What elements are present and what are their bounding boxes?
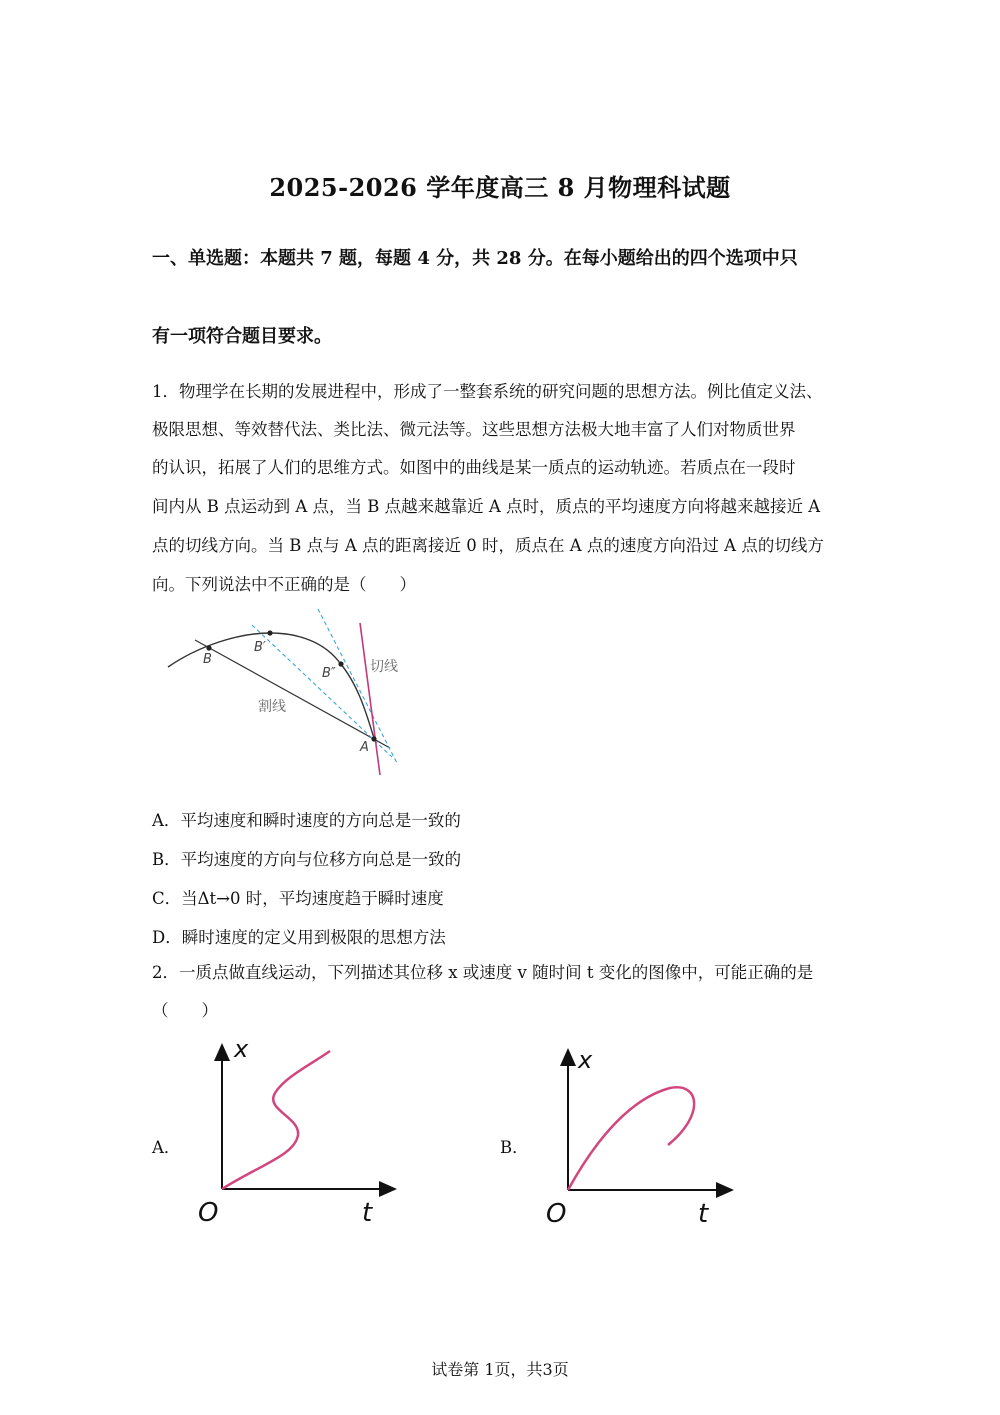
- label-b: B: [203, 652, 212, 667]
- page-title: 2025-2026 学年度高三 8 月物理科试题: [269, 173, 731, 202]
- origin-label: O: [546, 1199, 567, 1229]
- section-heading-line1: 一、单选题：本题共 7 题，每题 4 分，共 28 分。在每小题给出的四个选项中只: [152, 248, 798, 269]
- q2-option-a-label[interactable]: A．: [152, 1138, 181, 1157]
- label-a: A: [360, 740, 369, 755]
- q2-option-b-label[interactable]: B．: [500, 1138, 529, 1157]
- q1-option-c[interactable]: C．当Δt→0 时，平均速度趋于瞬时速度: [152, 889, 444, 908]
- q2-graph-b: [540, 1040, 750, 1235]
- q1-line: 1．物理学在长期的发展进程中，形成了一整套系统的研究问题的思想方法。例比值定义法、: [152, 382, 823, 401]
- q1-trajectory-figure: [160, 605, 410, 780]
- dashed-secant-b2: [318, 609, 398, 765]
- dashed-secant-b1: [252, 625, 392, 757]
- label-secant: 割线: [258, 699, 286, 715]
- label-tangent: 切线: [370, 659, 398, 675]
- q2-line: （ ）: [152, 1001, 218, 1020]
- y-axis-label: x: [578, 1046, 593, 1074]
- q1-line: 向。下列说法中不正确的是（ ）: [152, 575, 416, 594]
- q1-option-d[interactable]: D．瞬时速度的定义用到极限的思想方法: [152, 928, 446, 947]
- q1-option-a[interactable]: A．平均速度和瞬时速度的方向总是一致的: [152, 811, 461, 830]
- q1-line: 间内从 B 点运动到 A 点，当 B 点越来越靠近 A 点时，质点的平均速度方向将越来越接近 A: [152, 497, 821, 516]
- point-b1: [267, 630, 272, 635]
- secant-line: [195, 640, 390, 748]
- label-b2: B″: [322, 666, 336, 681]
- q1-line: 极限思想、等效替代法、类比法、微元法等。这些思想方法极大地丰富了人们对物质世界: [152, 420, 796, 439]
- y-axis-label: x: [234, 1035, 249, 1063]
- q2-line: 2．一质点做直线运动，下列描述其位移 x 或速度 v 随时间 t 变化的图像中，可能正确的是: [152, 963, 814, 982]
- graph-a-curve: [222, 1051, 330, 1189]
- graph-b-curve: [568, 1087, 694, 1190]
- page-footer: 试卷第 1页，共3页: [431, 1360, 569, 1379]
- point-b: [206, 645, 211, 650]
- section-heading-line2: 有一项符合题目要求。: [152, 326, 332, 347]
- x-axis-label: t: [362, 1198, 373, 1228]
- q1-line: 点的切线方向。当 B 点与 A 点的距离接近 0 时，质点在 A 点的速度方向沿过 A 点的切线方: [152, 536, 824, 555]
- x-axis-label: t: [698, 1199, 709, 1229]
- q2-graph-a: [190, 1035, 410, 1235]
- point-a: [371, 736, 376, 741]
- origin-label: O: [198, 1198, 219, 1228]
- q1-line: 的认识，拓展了人们的思维方式。如图中的曲线是某一质点的运动轨迹。若质点在一段时: [152, 458, 796, 477]
- label-b1: B′: [254, 640, 266, 655]
- q1-option-b[interactable]: B．平均速度的方向与位移方向总是一致的: [152, 850, 462, 869]
- point-b2: [338, 661, 343, 666]
